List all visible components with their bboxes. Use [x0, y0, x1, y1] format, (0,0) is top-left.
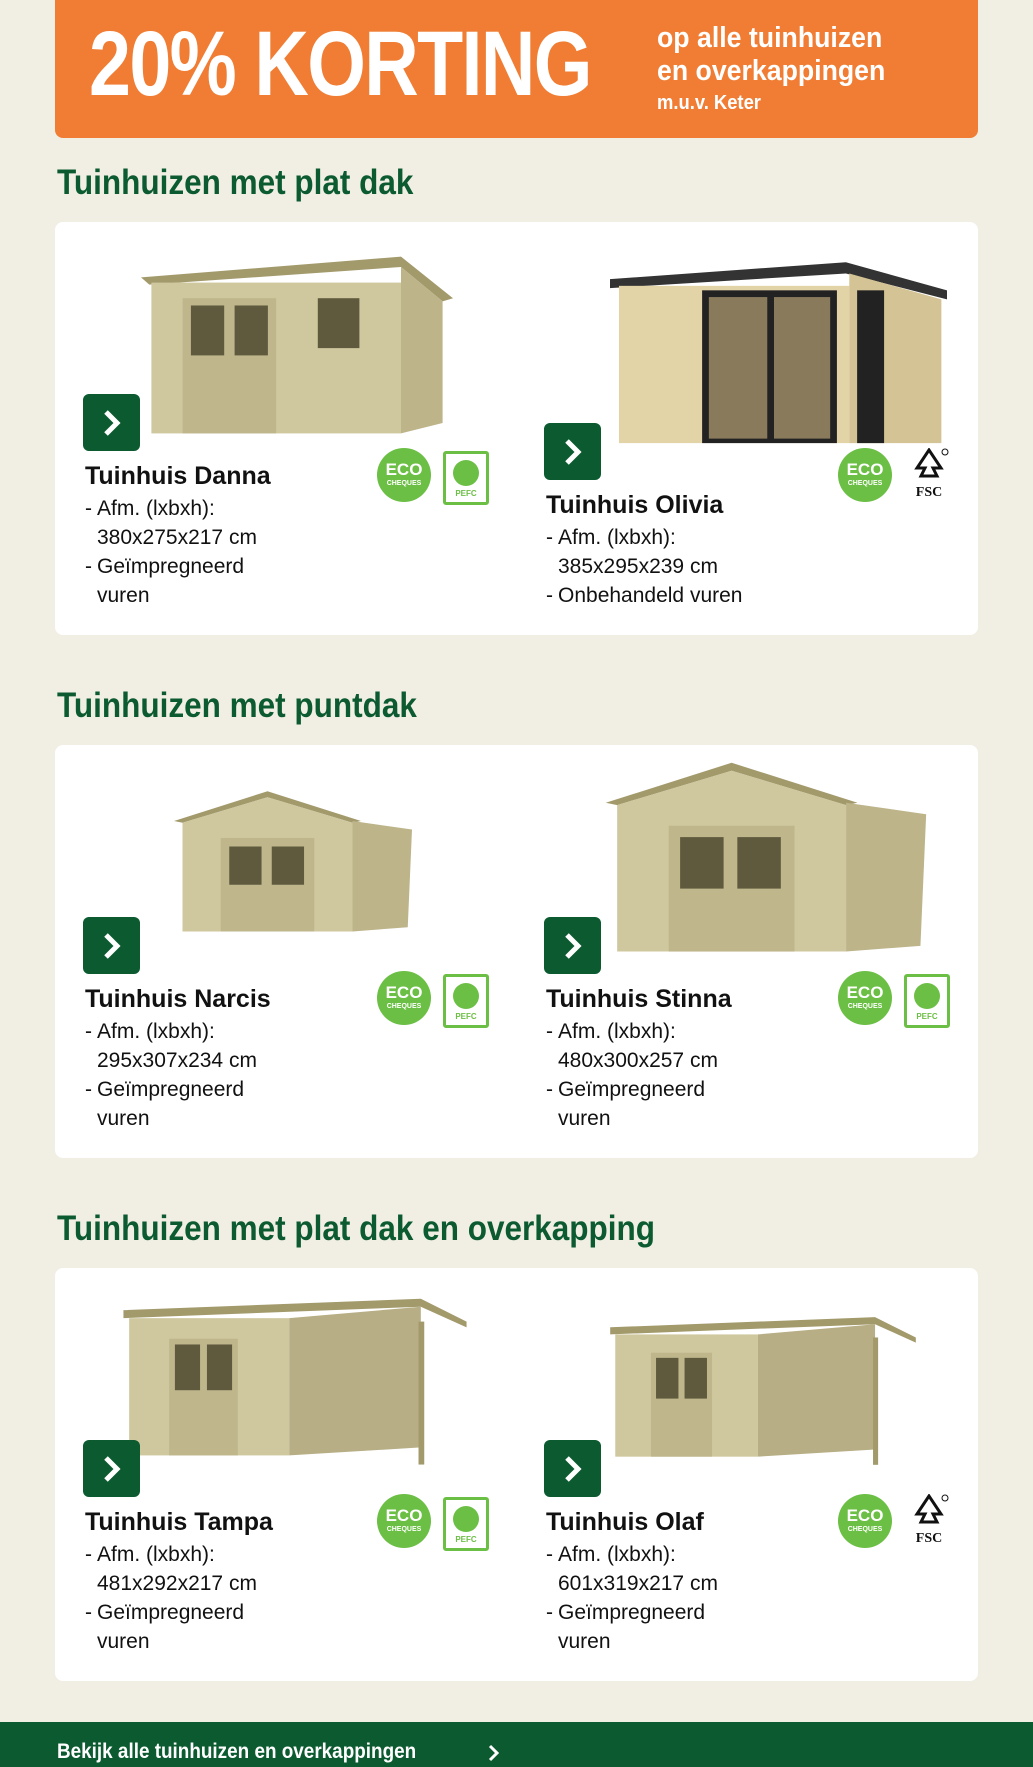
eco-cheques-badge-icon: ECO CHEQUES: [377, 971, 431, 1025]
eco-cheques-badge-icon: ECO CHEQUES: [377, 1494, 431, 1548]
product-name[interactable]: Tuinhuis Olivia: [546, 491, 724, 519]
product-arrow-button[interactable]: [544, 1440, 601, 1497]
dims-label: - Afm. (lxbxh):: [97, 1020, 215, 1043]
product-name[interactable]: Tuinhuis Tampa: [85, 1508, 273, 1536]
pefc-logo-icon: PEFC: [904, 974, 950, 1028]
dims-value: 295x307x234 cm: [97, 1049, 257, 1072]
product-specs: [85, 494, 295, 610]
spec-material: - Geïmpregneerd vuren: [546, 1598, 746, 1656]
product-arrow-button[interactable]: [544, 917, 601, 974]
spec-material: - Geïmpregneerd vuren: [546, 1075, 746, 1133]
dims-value: 380x275x217 cm: [97, 526, 257, 549]
product-card-group: [55, 222, 978, 635]
promo-subtext: [657, 22, 885, 118]
product-image[interactable]: [141, 250, 453, 440]
dims-label: - Afm. (lxbxh):: [558, 1020, 676, 1043]
product-specs: [546, 523, 786, 610]
dims-value: 481x292x217 cm: [97, 1572, 257, 1595]
promo-banner: [55, 0, 978, 138]
chevron-right-icon: [102, 409, 122, 437]
pefc-logo-icon: PEFC: [443, 974, 489, 1028]
product-name[interactable]: Tuinhuis Olaf: [546, 1508, 704, 1536]
view-all-link[interactable]: [0, 1722, 1033, 1767]
product-arrow-button[interactable]: [83, 917, 140, 974]
promo-headline: 20% KORTING: [89, 13, 591, 115]
product-name[interactable]: Tuinhuis Danna: [85, 462, 271, 490]
dims-value: 601x319x217 cm: [558, 1572, 718, 1595]
product-image[interactable]: [560, 757, 949, 963]
product-arrow-button[interactable]: [83, 394, 140, 451]
chevron-right-icon: [102, 1455, 122, 1483]
promo-note: m.u.v. Keter: [657, 92, 761, 114]
eco-cheques-badge-icon: ECO CHEQUES: [838, 971, 892, 1025]
product-card-group: [55, 1268, 978, 1681]
promo-line-1: op alle tuinhuizen: [657, 22, 883, 54]
dims-label: - Afm. (lxbxh):: [558, 1543, 676, 1566]
chevron-right-icon: [563, 932, 583, 960]
dims-label: - Afm. (lxbxh):: [558, 526, 676, 549]
chevron-right-icon: [488, 1744, 500, 1762]
spec-dimensions: [85, 1540, 295, 1598]
eco-cheques-badge-icon: ECO CHEQUES: [838, 448, 892, 502]
spec-dimensions: [85, 1017, 295, 1075]
chevron-right-icon: [563, 1455, 583, 1483]
promo-line-2: en overkappingen: [657, 55, 886, 87]
section-heading: Tuinhuizen met plat dak: [57, 163, 414, 202]
product-arrow-button[interactable]: [83, 1440, 140, 1497]
chevron-right-icon: [563, 438, 583, 466]
spec-dimensions: [546, 1540, 756, 1598]
section-heading: Tuinhuizen met puntdak: [57, 686, 417, 725]
product-tile[interactable]: [55, 222, 516, 635]
product-specs: [546, 1540, 756, 1656]
product-tile[interactable]: [55, 1268, 516, 1681]
product-specs: [85, 1017, 295, 1133]
spec-dimensions: [85, 494, 295, 552]
dims-value: 480x300x257 cm: [558, 1049, 718, 1072]
product-card-group: [55, 745, 978, 1158]
chevron-right-icon: [102, 932, 122, 960]
product-image[interactable]: [610, 245, 947, 448]
spec-material: - Geïmpregneerd vuren: [85, 552, 285, 610]
fsc-logo-icon: FSC: [904, 448, 954, 502]
view-all-label: Bekijk alle tuinhuizen en overkappingen: [57, 1740, 417, 1763]
product-specs: [85, 1540, 295, 1656]
pefc-logo-icon: PEFC: [443, 1497, 489, 1551]
product-tile[interactable]: [516, 1268, 977, 1681]
spec-dimensions: [546, 1017, 756, 1075]
product-image[interactable]: [157, 769, 412, 958]
pefc-logo-icon: PEFC: [443, 451, 489, 505]
fsc-logo-icon: FSC: [904, 1494, 954, 1548]
dims-label: - Afm. (lxbxh):: [97, 1543, 215, 1566]
dims-label: - Afm. (lxbxh):: [97, 497, 215, 520]
product-image[interactable]: [577, 1312, 949, 1475]
product-specs: [546, 1017, 756, 1133]
product-name[interactable]: Tuinhuis Narcis: [85, 985, 271, 1013]
spec-material: - Geïmpregneerd vuren: [85, 1075, 285, 1133]
section-heading: Tuinhuizen met plat dak en overkapping: [57, 1209, 655, 1248]
product-image[interactable]: [105, 1293, 485, 1476]
eco-cheques-badge-icon: ECO CHEQUES: [377, 448, 431, 502]
dims-value: 385x295x239 cm: [558, 555, 718, 578]
spec-material: - Onbehandeld vuren: [546, 581, 786, 610]
spec-dimensions: [546, 523, 756, 581]
eco-cheques-badge-icon: ECO CHEQUES: [838, 1494, 892, 1548]
spec-material: - Geïmpregneerd vuren: [85, 1598, 285, 1656]
product-tile[interactable]: [516, 222, 977, 635]
product-tile[interactable]: [516, 745, 977, 1158]
product-arrow-button[interactable]: [544, 423, 601, 480]
product-tile[interactable]: [55, 745, 516, 1158]
product-name[interactable]: Tuinhuis Stinna: [546, 985, 732, 1013]
